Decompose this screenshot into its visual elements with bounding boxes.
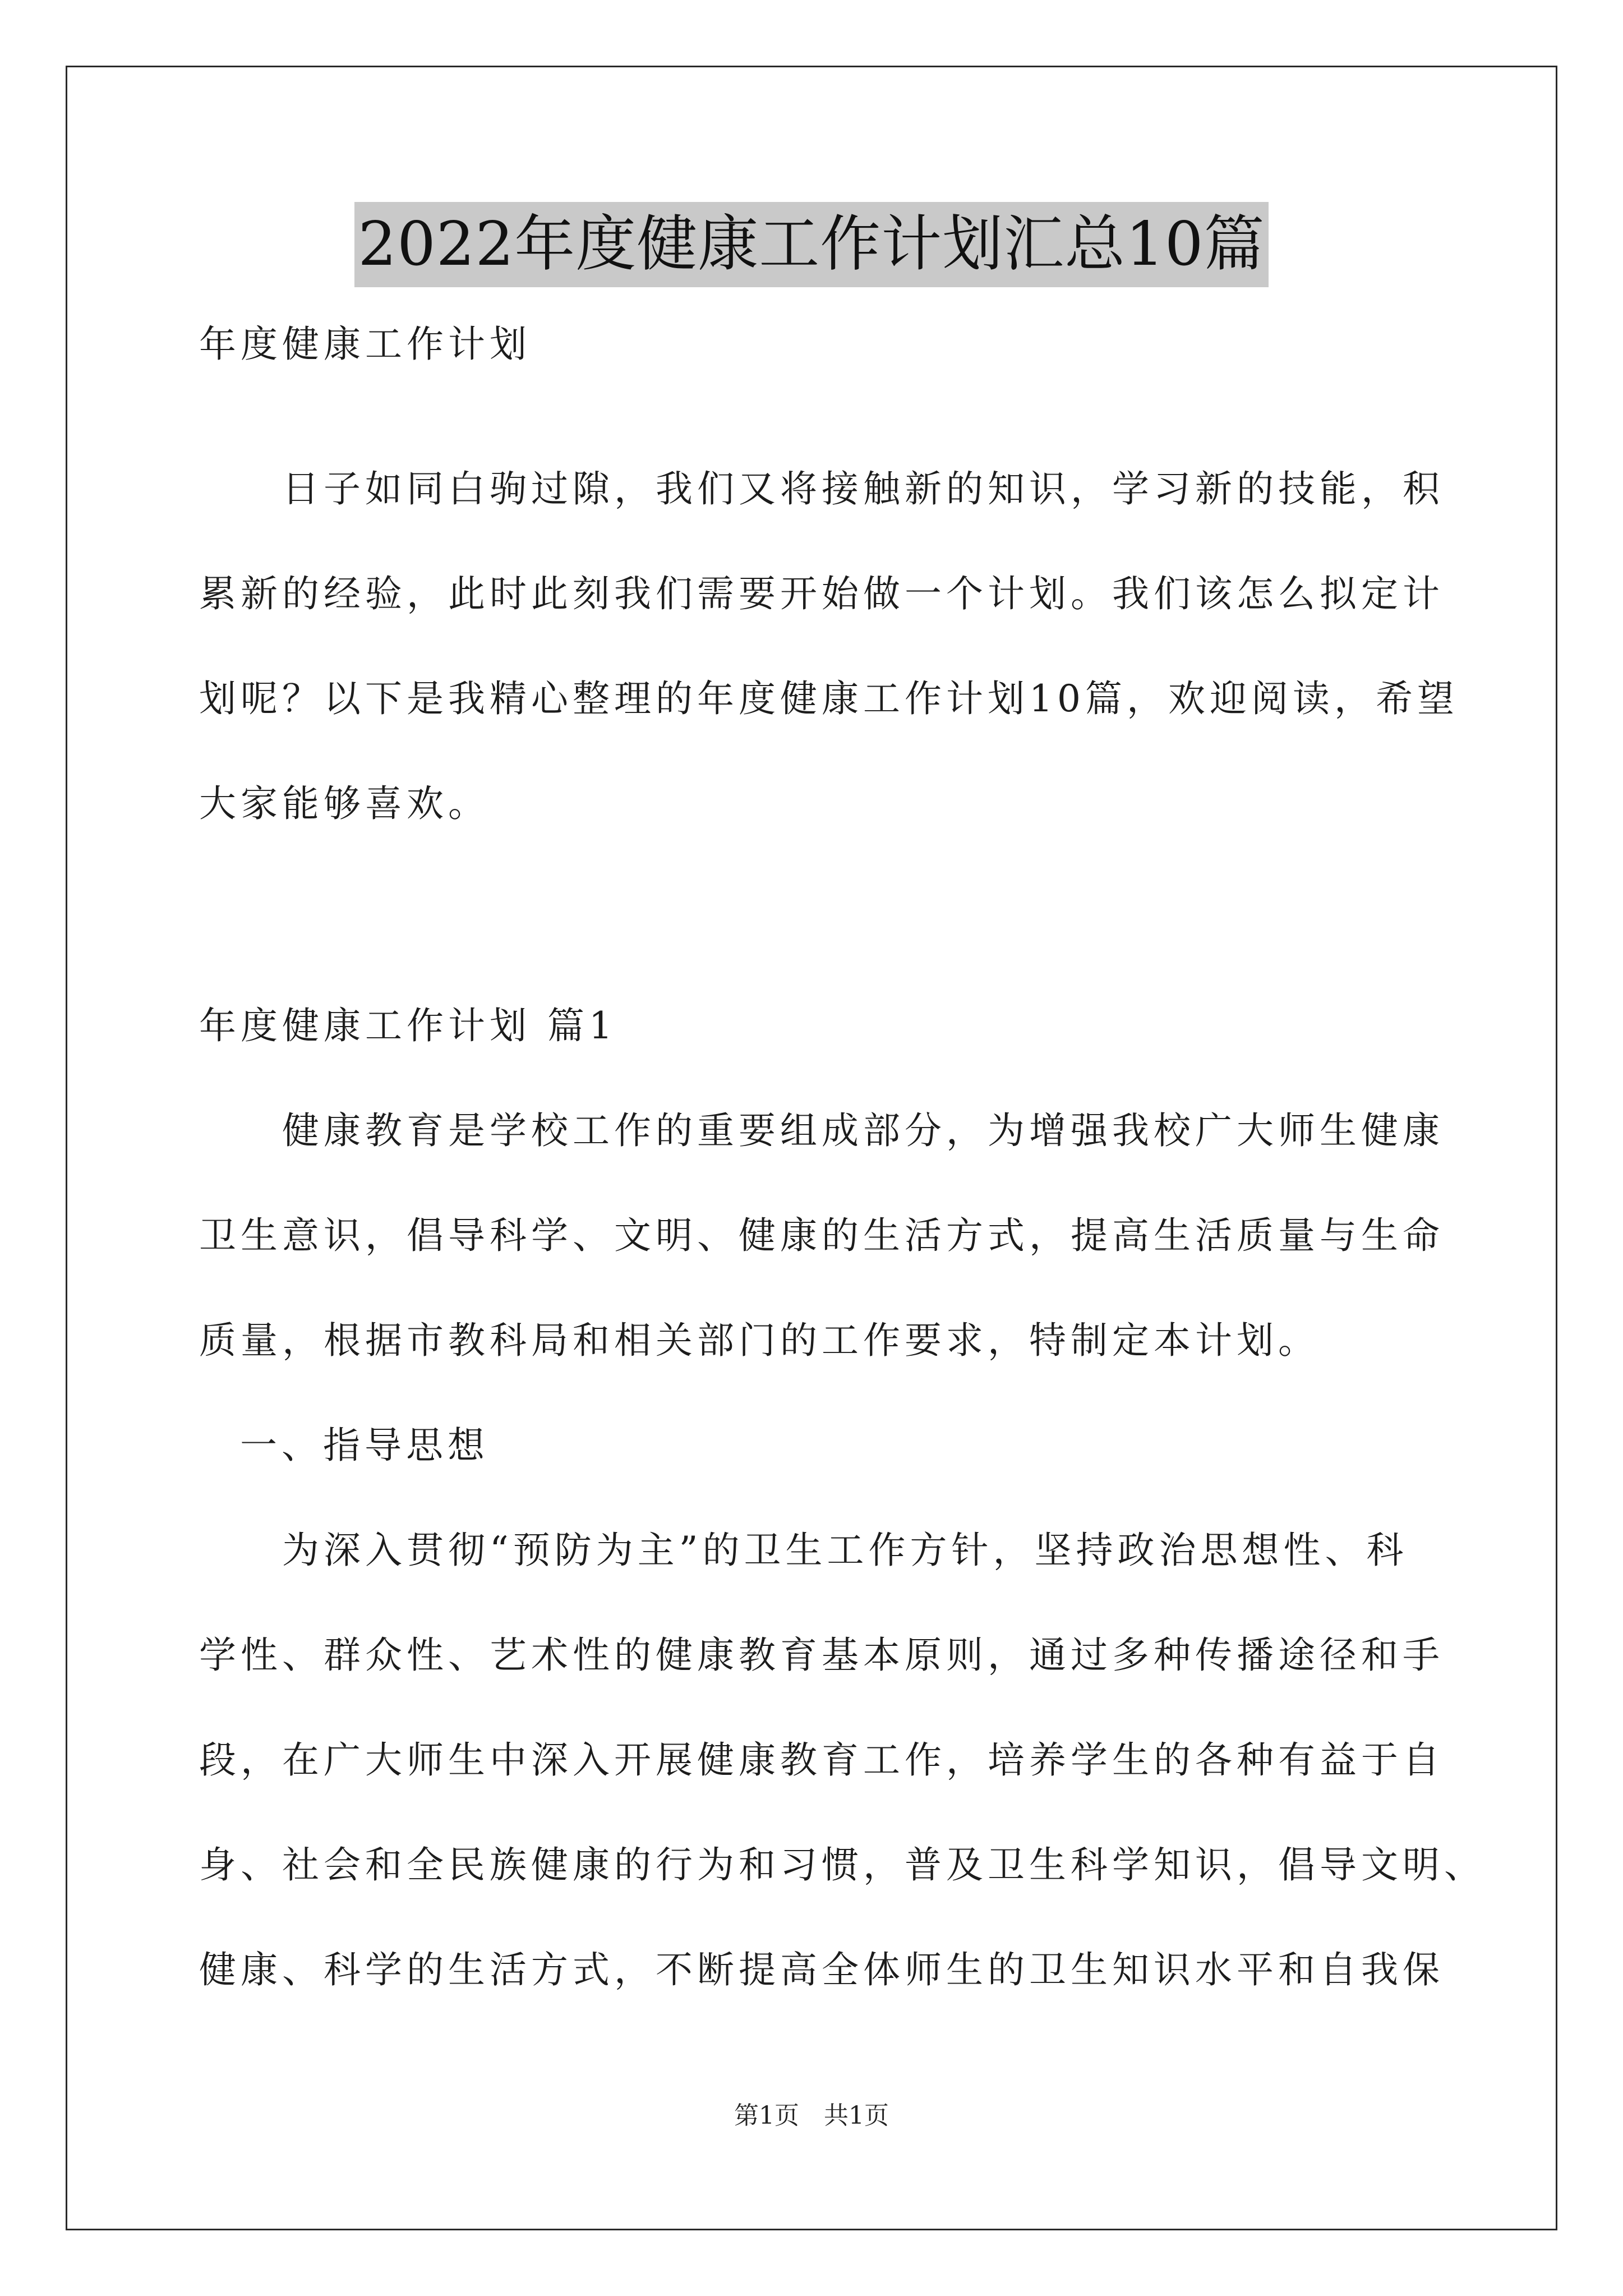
intro-line-4: 大家能够喜欢。 (199, 782, 490, 825)
body-line-6: 段，在广大师生中深入开展健康教育工作，培养学生的各种有益于自 (199, 1738, 1444, 1782)
document-title: 2022年度健康工作计划汇总10篇 (354, 202, 1268, 287)
subsection-heading: 一、指导思想 (240, 1424, 489, 1467)
body-line-7: 身、社会和全民族健康的行为和习惯，普及卫生科学知识，倡导文明、 (199, 1843, 1486, 1887)
chapter-heading: 年度健康工作计划 篇1 (199, 1004, 617, 1047)
page-footer: 第1页 共1页 (734, 2101, 889, 2130)
title-container (0, 202, 1623, 287)
body-line-3: 质量，根据市教科局和相关部门的工作要求，特制定本计划。 (199, 1319, 1320, 1362)
intro-line-3: 划呢？以下是我精心整理的年度健康工作计划10篇，欢迎阅读，希望 (199, 677, 1459, 720)
body-line-8: 健康、科学的生活方式，不断提高全体师生的卫生知识水平和自我保 (199, 1948, 1444, 1991)
body-line-2: 卫生意识，倡导科学、文明、健康的生活方式，提高生活质量与生命 (199, 1214, 1444, 1257)
body-line-5: 学性、群众性、艺术性的健康教育基本原则，通过多种传播途径和手 (199, 1634, 1444, 1677)
body-line-4: 为深入贯彻“预防为主”的卫生工作方针，坚持政治思想性、科 (282, 1529, 1408, 1572)
intro-line-1: 日子如同白驹过隙，我们又将接触新的知识，学习新的技能，积 (282, 467, 1444, 510)
body-line-1: 健康教育是学校工作的重要组成部分，为增强我校广大师生健康 (282, 1109, 1444, 1152)
intro-line-2: 累新的经验，此时此刻我们需要开始做一个计划。我们该怎么拟定计 (199, 572, 1444, 615)
section-heading: 年度健康工作计划 (199, 323, 531, 366)
